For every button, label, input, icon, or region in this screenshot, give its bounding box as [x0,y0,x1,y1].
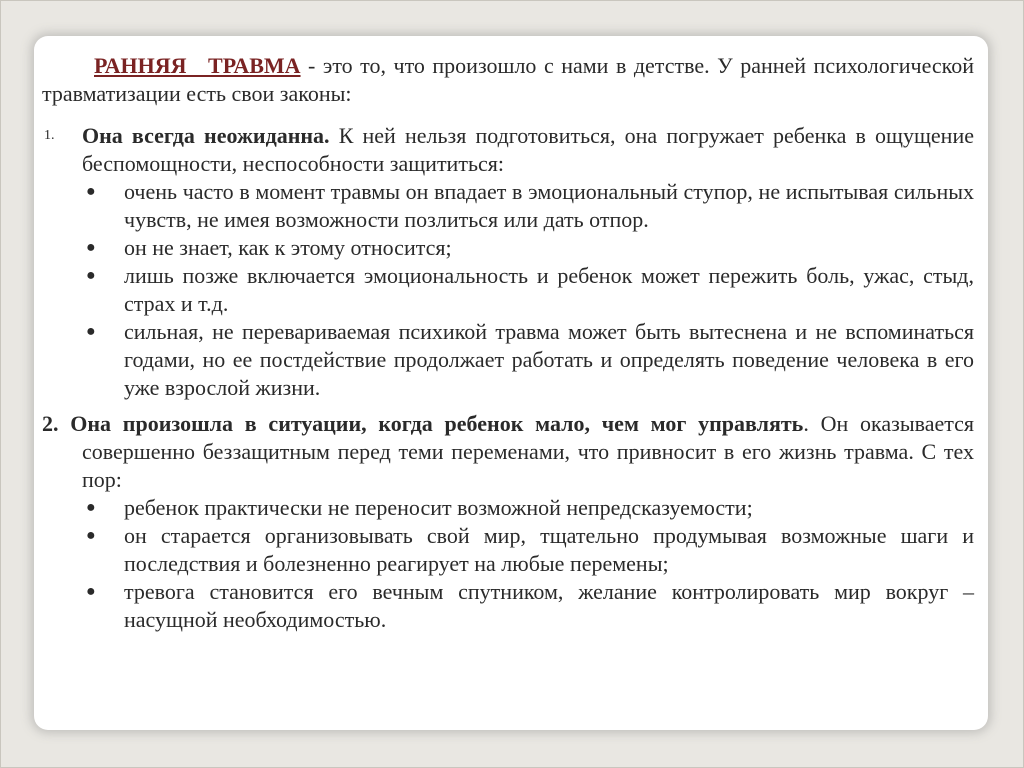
list-item [86,494,974,522]
bullet-icon: ● [86,527,96,544]
bullet-icon: ● [86,239,96,256]
list-item [86,234,974,262]
list-item-text: он не знает, как к этому относится; [124,235,452,260]
list-item-text: он старается организовывать свой мир, тщательно продумывая возможные шаги и последствия и болезненно реагирует на любые перемены; [124,523,974,576]
list-item [86,178,974,234]
law-2 [42,410,974,494]
intro-paragraph [42,52,974,108]
law-1-heading: Она всегда неожиданна. [82,123,330,148]
intro-text: - это то, что произошло с нами в детстве. У ранней психологической травматизации есть свои законы: [42,53,974,106]
bullet-icon: ● [86,323,96,340]
law-2-number: 2. [42,411,59,436]
law-2-heading: Она произошла в ситуации, когда ребенок мало, чем мог управлять [58,411,804,436]
law-1-bullet-list [42,178,974,402]
list-item [86,522,974,578]
list-item-text: ребенок практически не переносит возможной непредсказуемости; [124,495,753,520]
bullet-icon: ● [86,499,96,516]
bullet-icon: ● [86,267,96,284]
slide-title: РАННЯЯ ТРАВМА [94,53,301,78]
list-item-text: сильная, не перевариваемая психикой травма может быть вытеснена и не вспоминаться годами, но ее постдействие продолжает работать и определять поведение человека в его уже взрослой жизни. [124,319,974,400]
list-item-text: очень часто в момент травмы он впадает в эмоциональный ступор, не испытывая сильных чувств, не имея возможности позлиться или дать отпор. [124,179,974,232]
bullet-icon: ● [86,183,96,200]
law-1-number: 1. [44,128,55,143]
list-item [86,578,974,634]
law-1 [42,122,974,178]
list-item-text: лишь позже включается эмоциональность и ребенок может пережить боль, ужас, стыд, страх и т.д. [124,263,974,316]
list-item [86,318,974,402]
bullet-icon: ● [86,583,96,600]
list-item [86,262,974,318]
law-2-bullet-list [42,494,974,634]
law-2-text: . Он оказывается совершенно беззащитным перед теми переменами, что привносит в его жизнь травма. С тех пор: [82,411,974,492]
list-item-text: тревога становится его вечным спутником, желание контролировать мир вокруг – насущной необходимостью. [124,579,974,632]
law-1-text: К ней нельзя подготовиться, она погружает ребенка в ощущение беспомощности, неспособности защититься: [82,123,974,176]
slide-content [42,52,974,634]
